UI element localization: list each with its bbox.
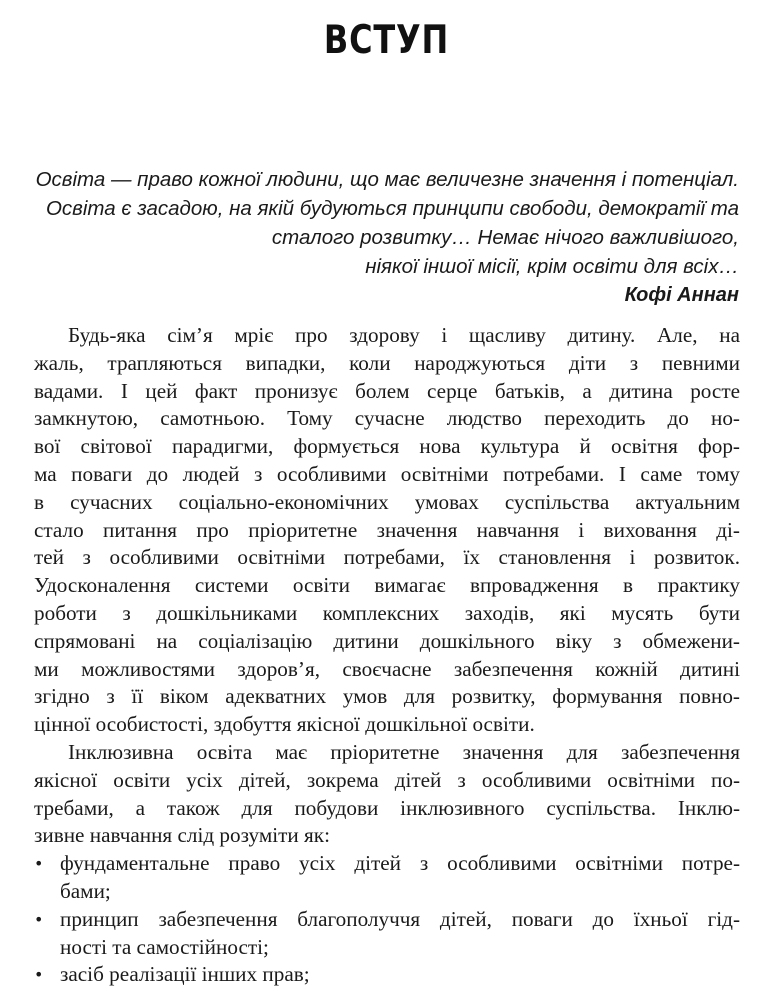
page-title: ВСТУП bbox=[323, 18, 450, 63]
epigraph-line: сталого розвитку… Немає нічого важливішого, bbox=[271, 226, 739, 249]
body-text bbox=[34, 322, 740, 989]
epigraph-line: ніякої іншої місії, крім освіти для всіх… bbox=[365, 255, 739, 278]
text-line: цінної особистості, здобуття якісної дошкільної освіти. bbox=[34, 712, 535, 737]
bullet-item bbox=[34, 850, 740, 906]
text-line: бами; bbox=[60, 878, 111, 903]
bullet-item bbox=[34, 906, 740, 962]
text-line: засіб реалізації інших прав; bbox=[60, 962, 310, 987]
epigraph-author: Кофі Аннан bbox=[624, 284, 739, 306]
text-line: Інклюзивна освіта має пріоритетне значення для забезпечення bbox=[68, 739, 740, 764]
text-line: згідно з її віком адекватних умов для розвитку, формування повно- bbox=[34, 684, 740, 709]
bullet-icon: • bbox=[34, 909, 44, 929]
text-line: в сучасних соціально-економічних умовах суспільства актуальним bbox=[34, 489, 740, 514]
text-line: фундаментальне право усіх дітей з особливими освітніми потре- bbox=[60, 851, 740, 876]
bullet-icon: • bbox=[34, 965, 44, 985]
text-line: ності та самостійності; bbox=[60, 934, 269, 959]
text-line: требами, а також для побудови інклюзивного суспільства. Інклю- bbox=[34, 795, 740, 820]
text-line: замкнутою, самотньою. Тому сучасне людство переходить до но- bbox=[34, 406, 740, 431]
text-line: роботи з дошкільниками комплексних заходів, які мусять бути bbox=[34, 600, 740, 625]
text-line: жаль, трапляються випадки, коли народжуються діти з певними bbox=[34, 350, 740, 375]
text-line: Будь-яка сім’я мріє про здорову і щасливу дитину. Але, на bbox=[68, 323, 740, 347]
text-line: вадами. І цей факт пронизує болем серце батьків, а дитина росте bbox=[34, 378, 740, 403]
text-line: якісної освіти усіх дітей, зокрема дітей з особливими освітніми по- bbox=[34, 767, 740, 792]
epigraph-quote bbox=[19, 165, 739, 310]
bullet-icon: • bbox=[34, 854, 44, 874]
text-line: зивне навчання слід розуміти як: bbox=[34, 823, 330, 848]
text-line: принцип забезпечення благополуччя дітей, поваги до їхньої гід- bbox=[60, 906, 740, 931]
epigraph-line: Освіта є засадою, на якій будуються принципи свободи, демократії та bbox=[45, 197, 739, 220]
text-line: тей з особливими освітніми потребами, їх становлення і розвиток. bbox=[34, 545, 740, 570]
bullet-item bbox=[34, 961, 740, 989]
epigraph-line: Освіта — право кожної людини, що має величезне значення і потенціал. bbox=[35, 168, 739, 191]
text-line: ма поваги до людей з особливими освітніми потребами. І саме тому bbox=[34, 461, 740, 486]
text-line: спрямовані на соціалізацію дитини дошкільного віку з обмежени- bbox=[34, 628, 740, 653]
text-line: ми можливостями здоров’я, своєчасне забезпечення кожній дитині bbox=[34, 656, 740, 681]
text-line: вої світової парадигми, формується нова культура й освітня фор- bbox=[34, 434, 740, 459]
text-line: стало питання про пріоритетне значення навчання і виховання ді- bbox=[34, 517, 740, 542]
text-line: Удосконалення системи освіти вимагає впровадження в практику bbox=[34, 573, 740, 598]
